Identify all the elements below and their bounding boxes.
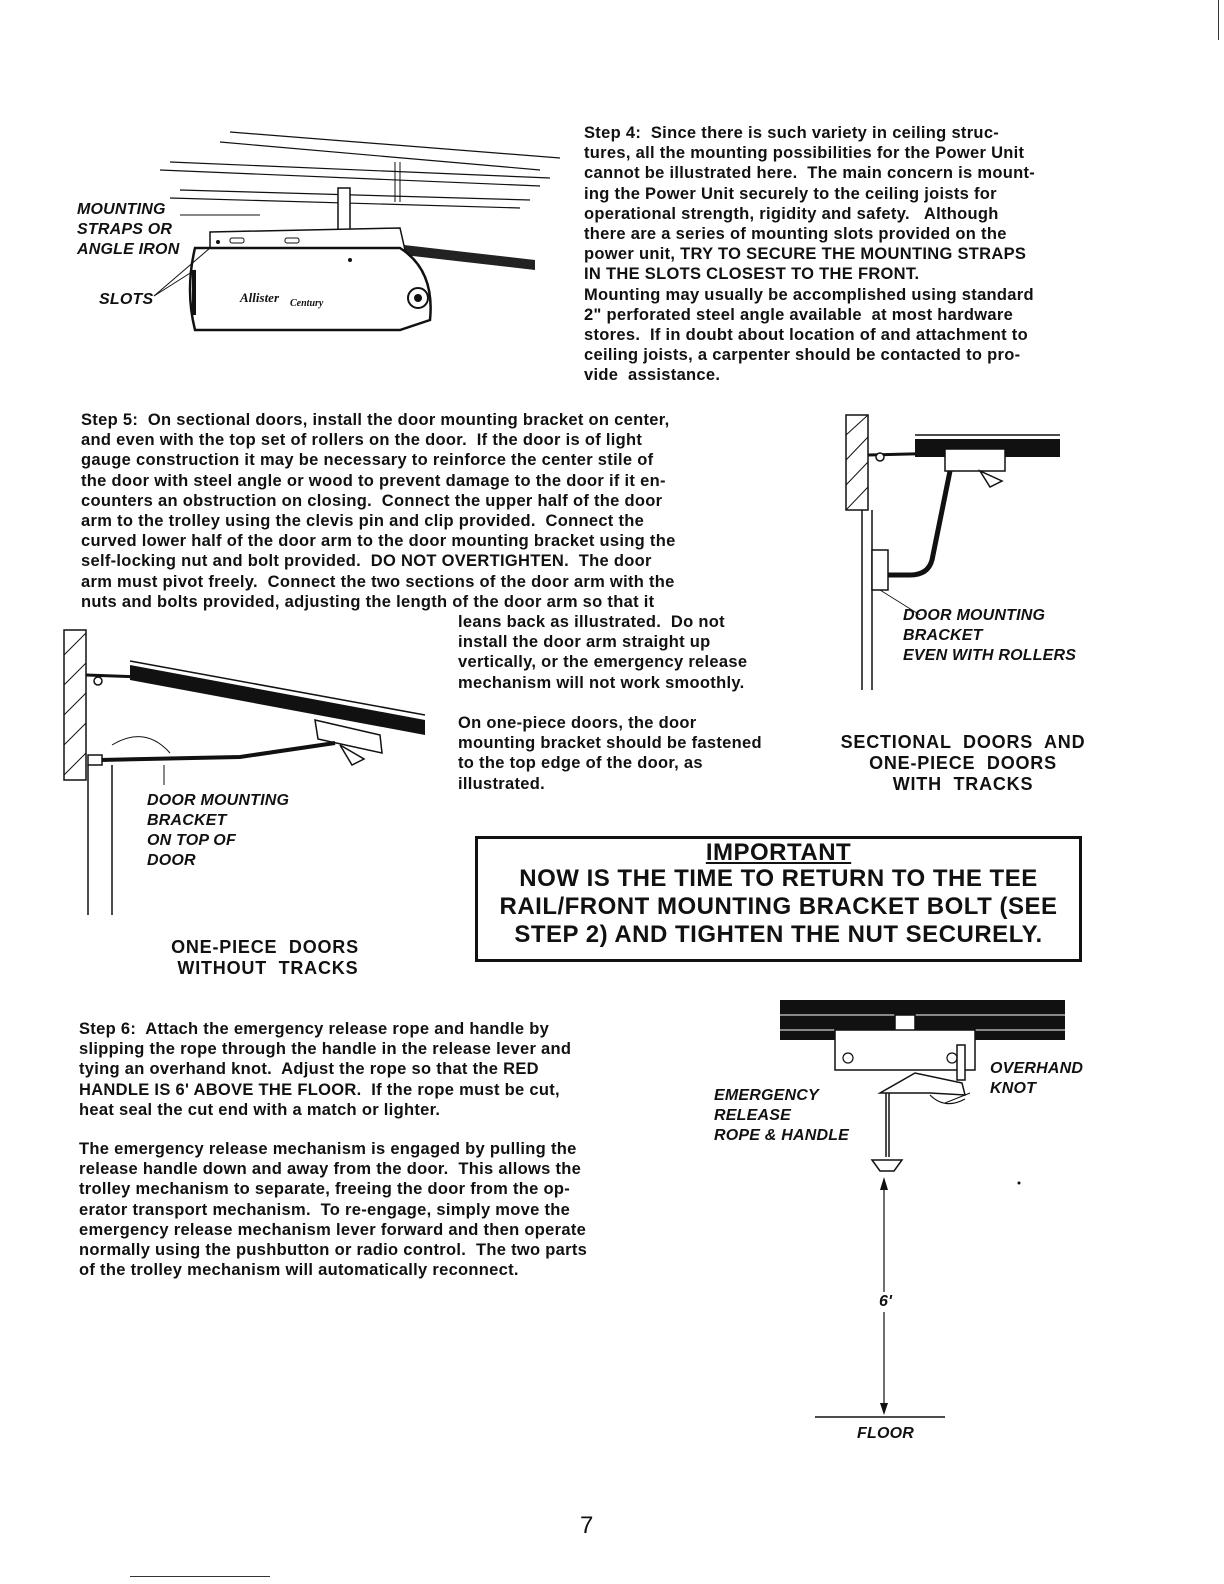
one-piece-door-illustration (60, 625, 440, 925)
caption-sectional-doors: SECTIONAL DOORS AND ONE-PIECE DOORS WITH TRACKS (840, 732, 1086, 794)
step4-text (584, 123, 1035, 386)
step4-line: stores. If in doubt about location of and attachment to (584, 326, 1028, 345)
brand-logo: Allister (240, 290, 280, 305)
step5-line: arm to the trolley using the clevis pin and clip provided. Connect the (81, 512, 645, 531)
step5-line: and even with the top set of rollers on the door. If the door is of light (81, 431, 643, 450)
step5-line: counters an obstruction on closing. Connect the upper half of the door (81, 491, 663, 510)
step4-line: 2" perforated steel angle available at most hardware (584, 305, 1014, 324)
label-six-feet: 6' (879, 1293, 893, 1310)
step5-line: vertically, or the emergency release (458, 653, 748, 672)
label-floor: FLOOR (857, 1425, 914, 1442)
release-line: emergency release mechanism lever forward and then operate (79, 1220, 587, 1239)
step5-line: curved lower half of the door arm to the door mounting bracket using the (81, 532, 676, 551)
step6-line: slipping the rope through the handle in the release lever and (79, 1040, 572, 1059)
step5-line: nuts and bolts provided, adjusting the length of the door arm so that it (81, 592, 655, 611)
step5-line: gauge construction it may be necessary to reinforce the center stile of (81, 451, 654, 470)
step5-text (81, 410, 676, 612)
step4-line: there are a series of mounting slots provided on the (584, 225, 1007, 244)
step5-line: leans back as illustrated. Do not (458, 613, 725, 631)
important-title: IMPORTANT (705, 839, 852, 866)
step5-line: install the door arm straight up (458, 633, 711, 652)
caption-one-piece-doors: ONE-PIECE DOORS WITHOUT TRACKS (171, 937, 359, 978)
step6-line: Step 6: Attach the emergency release rope and handle by (79, 1020, 550, 1038)
important-text: NOW IS THE TIME TO RETURN TO THE TEE RAIL/FRONT MOUNTING BRACKET BOLT (SEE STEP 2) AND TIGHTEN THE NUT SECURELY. (499, 865, 1058, 948)
release-line: trolley mechanism to separate, freeing the door from the op- (79, 1180, 571, 1199)
step4-line: vide assistance. (584, 366, 721, 385)
one-piece-line: mounting bracket should be fastened (458, 734, 762, 753)
important-notice (475, 836, 1082, 962)
step4-line: Step 4: Since there is such variety in ceiling struc- (584, 124, 1000, 142)
step5-line: mechanism will not work smoothly. (458, 673, 745, 692)
step4-line: operational strength, rigidity and safety. Although (584, 204, 999, 223)
step5-line: Step 5: On sectional doors, install the door mounting bracket on center, (81, 411, 670, 429)
step4-line: tures, all the mounting possibilities for the Power Unit (584, 144, 1025, 163)
page-bottom-line (130, 1576, 270, 1577)
one-piece-line: On one-piece doors, the door (458, 714, 697, 732)
step5-line: the door with steel angle or wood to prevent damage to the door if it en- (81, 471, 666, 490)
release-line: release handle down and away from the door. This allows the (79, 1160, 582, 1179)
one-piece-line: illustrated. (458, 774, 546, 793)
step4-line: Mounting may usually be accomplished using standard (584, 285, 1034, 304)
label-overhand-knot: OVERHAND KNOT (990, 1060, 1084, 1097)
label-mounting-straps: MOUNTING STRAPS OR ANGLE IRON (77, 201, 180, 258)
release-line: erator transport mechanism. To re-engage, simply move the (79, 1200, 571, 1219)
release-mechanism-text (79, 1139, 587, 1280)
step6-line: HANDLE IS 6' ABOVE THE FLOOR. If the rope must be cut, (79, 1080, 560, 1099)
step4-line: power unit, TRY TO SECURE THE MOUNTING STRAPS (584, 245, 1027, 264)
label-bracket-even-rollers: DOOR MOUNTING BRACKET EVEN WITH ROLLERS (903, 607, 1077, 664)
step4-line: ing the Power Unit securely to the ceiling joists for (584, 184, 997, 203)
svg-text:Century: Century (290, 298, 324, 309)
label-bracket-top-of-door: DOOR MOUNTING BRACKET ON TOP OF DOOR (147, 792, 290, 869)
release-line: The emergency release mechanism is engaged by pulling the (79, 1140, 577, 1158)
step6-line: tying an overhand knot. Adjust the rope so that the RED (79, 1060, 539, 1079)
step5-text-continued (458, 612, 747, 693)
step5-line: self-locking nut and bolt provided. DO NOT OVERTIGHTEN. The door (81, 552, 652, 571)
release-line: of the trolley mechanism will automatically reconnect. (79, 1261, 519, 1280)
step4-line: cannot be illustrated here. The main concern is mount- (584, 164, 1036, 183)
step4-line: ceiling joists, a carpenter should be contacted to pro- (584, 346, 1021, 365)
release-line: normally using the pushbutton or radio control. The two parts (79, 1241, 588, 1260)
page-number: 7 (580, 1512, 594, 1539)
page-edge-line (1218, 0, 1219, 40)
step4-line: IN THE SLOTS CLOSEST TO THE FRONT. (584, 265, 920, 284)
step5-line: arm must pivot freely. Connect the two sections of the door arm with the (81, 572, 675, 591)
label-emergency-release: EMERGENCY RELEASE ROPE & HANDLE (714, 1087, 850, 1144)
step6-text (79, 1019, 571, 1120)
one-piece-doors-text (458, 713, 762, 794)
one-piece-line: to the top edge of the door, as (458, 754, 703, 773)
step6-line: heat seal the cut end with a match or lighter. (79, 1100, 441, 1119)
label-slots: SLOTS (99, 291, 154, 308)
